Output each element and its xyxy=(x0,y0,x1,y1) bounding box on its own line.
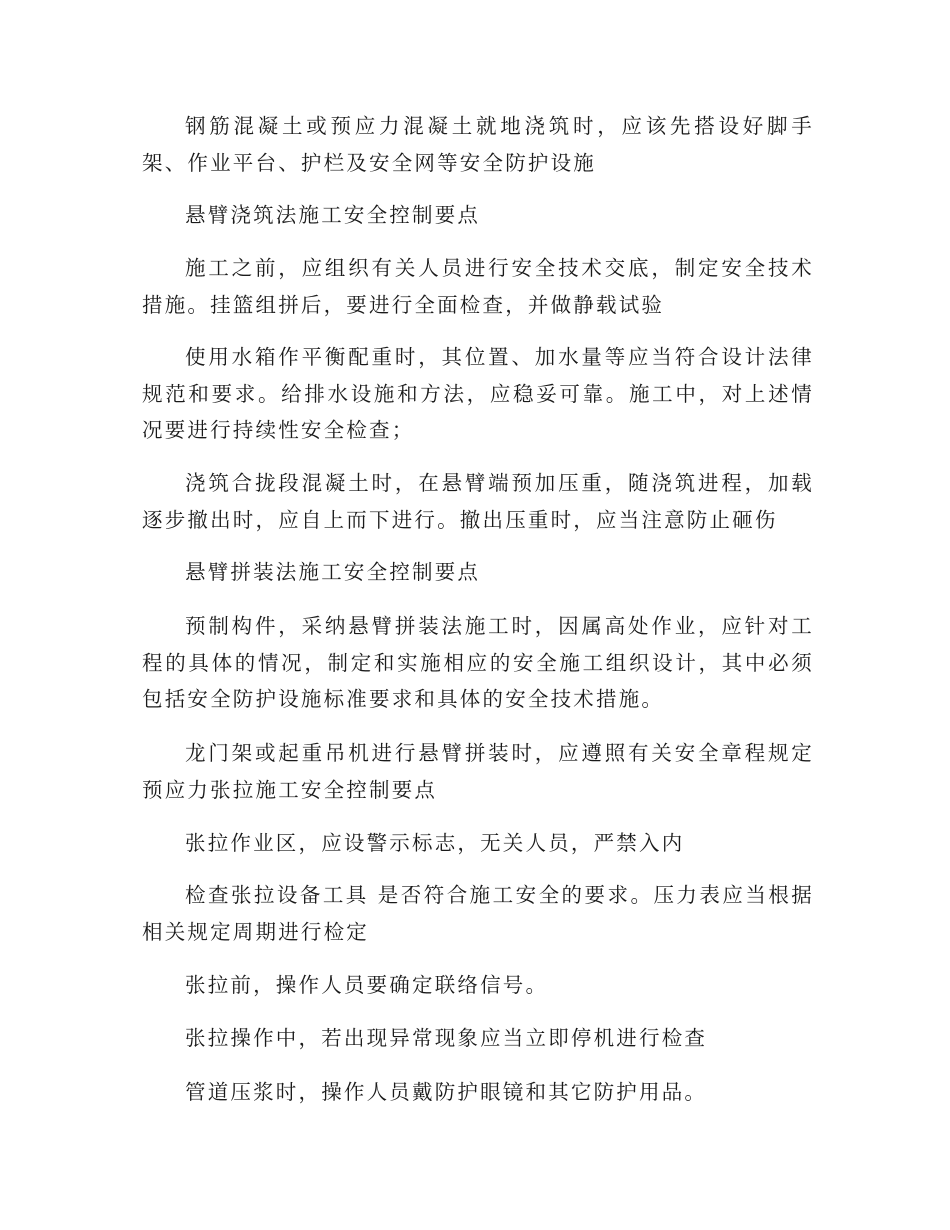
paragraph-signals: 张拉前，操作人员要确定联络信号。 xyxy=(185,973,549,997)
heading-cantilever-casting: 悬臂浇筑法施工安全控制要点 xyxy=(185,203,481,227)
paragraph-briefing-before-work: 施工之前，应组织有关人员进行安全技术交底，制定安全技术措施。挂篮组拼后，要进行全面检查，并做静载试验 xyxy=(142,256,814,317)
paragraph-precast-members: 预制构件，采纳悬臂拼装法施工时，因属高处作业，应针对工程的具体的情况，制定和实施相应的安全施工组织设计，其中必须包括安全防护设施标准要求和具体的安全技术措施。 xyxy=(142,614,814,711)
paragraph-gantry-crane: 龙门架或起重吊机进行悬臂拼装时，应遵照有关安全章程规定 预应力张拉施工安全控制要点 xyxy=(142,741,814,802)
paragraph-water-tank-counterweight: 使用水箱作平衡配重时，其位置、加水量等应当符合设计法律规范和要求。给排水设施和方法，应稳妥可靠。施工中，对上述情况要进行持续性安全检查； xyxy=(142,345,814,442)
heading-cantilever-assembly: 悬臂拼装法施工安全控制要点 xyxy=(185,560,481,584)
paragraph-cast-in-place-safety: 钢筋混凝土或预应力混凝土就地浇筑时，应该先搭设好脚手架、作业平台、护栏及安全网等安全防护设施 xyxy=(142,114,814,175)
paragraph-abnormal-stop: 张拉操作中，若出现异常现象应当立即停机进行检查 xyxy=(185,1026,708,1050)
paragraph-closure-segment: 浇筑合拢段混凝土时，在悬臂端预加压重，随浇筑进程，加载逐步撤出时，应自上而下进行。撤出压重时，应当注意防止砸伤 xyxy=(142,471,814,532)
paragraph-tension-zone: 张拉作业区，应设警示标志，无关人员，严禁入内 xyxy=(185,831,685,855)
paragraph-grouting-ppe: 管道压浆时，操作人员戴防护眼镜和其它防护用品。 xyxy=(185,1080,708,1104)
paragraph-check-equipment: 检查张拉设备工具 是否符合施工安全的要求。压力表应当根据相关规定周期进行检定 xyxy=(142,883,814,944)
